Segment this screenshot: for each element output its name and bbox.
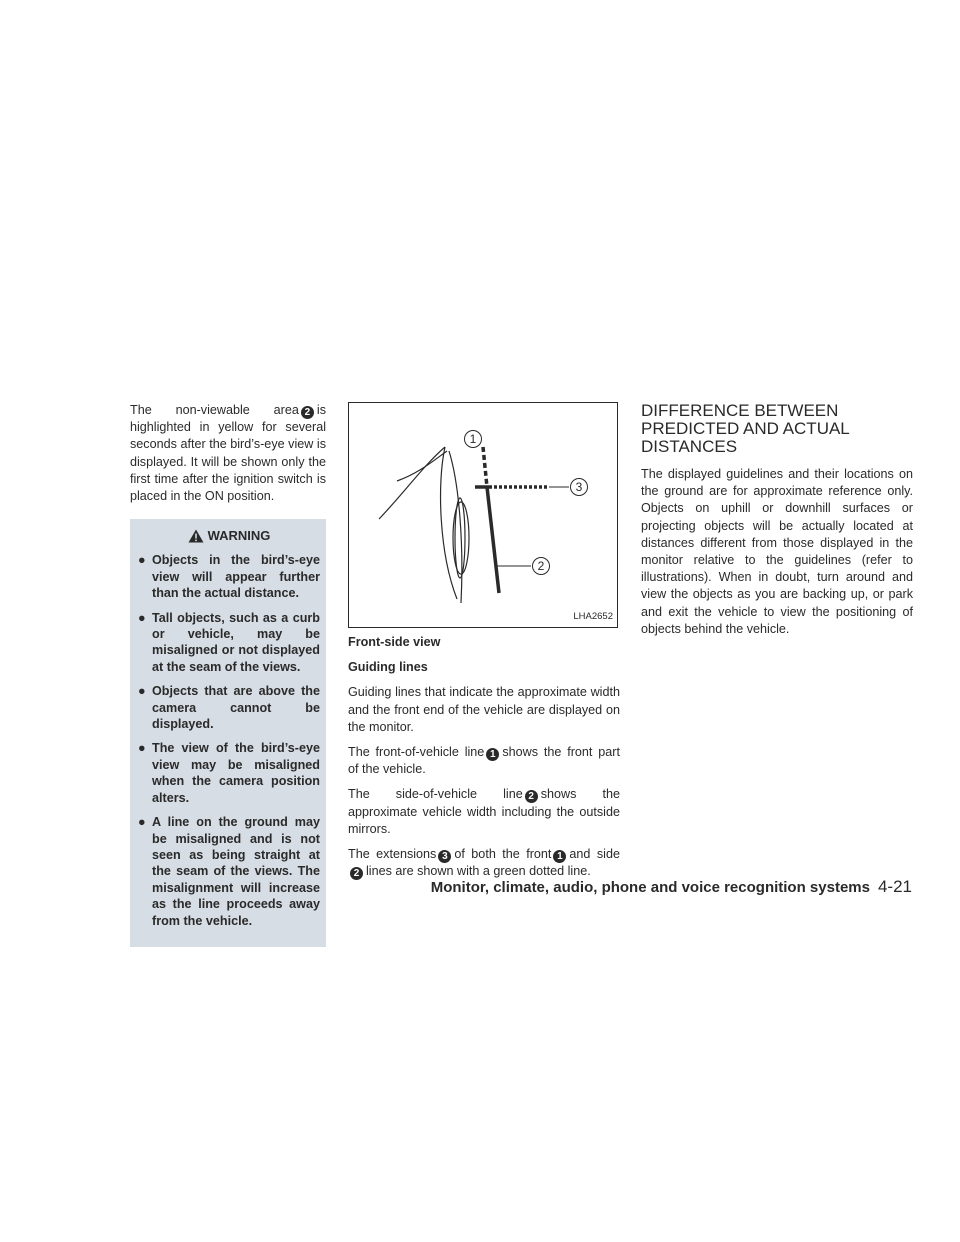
warning-item: ● Tall objects, such as a curb or vehicle, may be misaligned or not displayed at the seam of the views. xyxy=(138,610,320,674)
front-line-paragraph: The front-of-vehicle line 1 shows the front part of the vehicle. xyxy=(348,745,620,777)
warning-title: WARNING xyxy=(138,527,320,544)
warning-box xyxy=(130,519,326,947)
middle-column xyxy=(348,402,620,888)
callout-1-marker: 1 xyxy=(553,850,566,863)
callout-2-label: 2 xyxy=(532,557,550,575)
figure-caption: Front-side view xyxy=(348,635,441,649)
section-heading: DIFFERENCE BETWEEN PREDICTED AND ACTUAL DISTANCES xyxy=(641,401,850,456)
intro-paragraph: The non-viewable area 2 is highlighted in yellow for several seconds after the bird’s-eye view is displayed. It will be shown only the first time after the ignition switch is placed in the ON position. xyxy=(130,403,326,504)
callout-1-label: 1 xyxy=(464,430,482,448)
warning-item: ● Objects in the bird’s-eye view will appear further than the actual distance. xyxy=(138,553,320,601)
warning-item: ● Objects that are above the camera cannot be displayed. xyxy=(138,684,320,732)
page-footer xyxy=(431,877,912,897)
guiding-lines-paragraph: Guiding lines that indicate the approximate width and the front end of the vehicle are displayed on the monitor. xyxy=(348,685,620,734)
page-number: 4-21 xyxy=(877,877,912,896)
callout-3-label: 3 xyxy=(570,478,588,496)
front-side-view-illustration xyxy=(348,402,618,628)
right-column xyxy=(641,402,913,646)
callout-2-marker: 2 xyxy=(301,406,314,419)
warning-triangle-icon xyxy=(188,529,204,543)
warning-item: ● The view of the bird’s-eye view may be misaligned when the camera position alters. xyxy=(138,741,320,805)
warning-item: ● A line on the ground may be misaligned and is not seen as being straight at the seam of the views. The misalignment will increase as the line proceeds away from the vehicle. xyxy=(138,815,320,928)
callout-3-marker: 3 xyxy=(438,850,451,863)
callout-2-marker: 2 xyxy=(525,790,538,803)
section-subheading: Guiding lines xyxy=(348,660,428,675)
callout-1-marker: 1 xyxy=(486,748,499,761)
callout-2-marker: 2 xyxy=(350,867,363,880)
side-line-paragraph: The side-of-vehicle line 2 shows the approximate vehicle width including the outside mirrors. xyxy=(348,787,621,836)
extensions-paragraph: The extensions 3 of both the front 1 and side 2 lines are shown with a green dotted line. xyxy=(348,847,620,880)
figure-code: LHA2652 xyxy=(573,610,613,622)
footer-section-title: Monitor, climate, audio, phone and voice recognition systems xyxy=(430,879,870,896)
front-side-view-drawing xyxy=(349,403,617,627)
warning-list xyxy=(138,552,320,929)
distance-paragraph: The displayed guidelines and their locations on the ground are for approximate reference only. Objects on uphill or downhill surfaces or projecting objects will be actually located at distances different from those displayed in the monitor relative to the guidelines (refer to illustrations). When in doubt, turn around and view the objects as you are backing up, or park and exit the vehicle to view the positioning of objects behind the vehicle. xyxy=(641,467,913,636)
left-column xyxy=(130,402,326,947)
